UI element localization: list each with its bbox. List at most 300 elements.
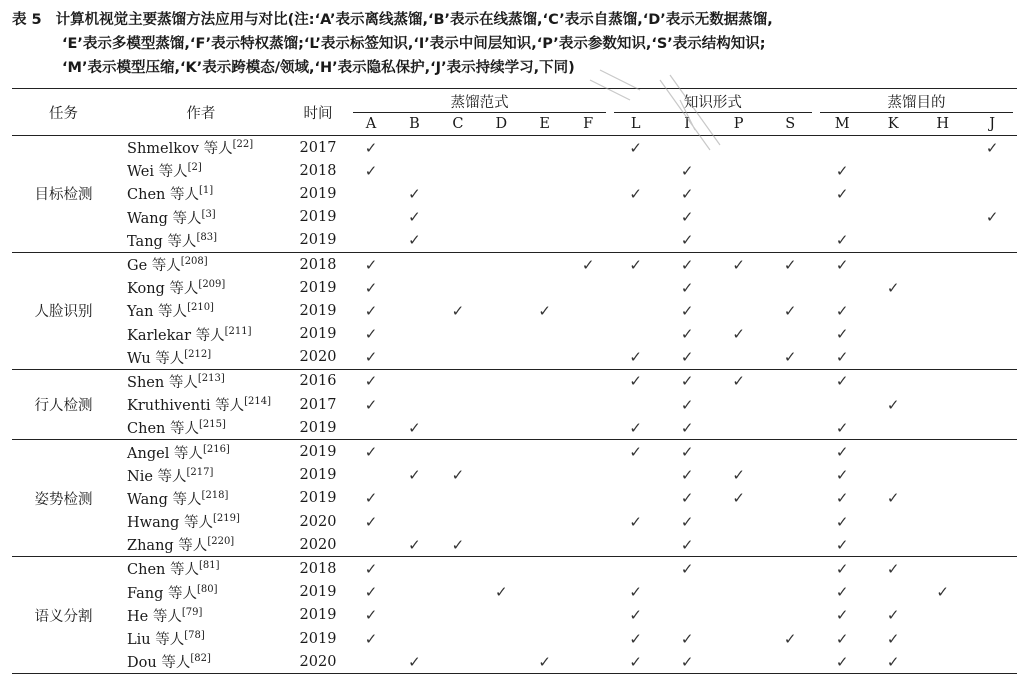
check-mark-icon: ✓ (886, 395, 900, 414)
cell-p (713, 416, 765, 440)
cell-p (713, 206, 765, 229)
cell-a (349, 229, 392, 253)
task-cell: 行人检测 (34, 398, 93, 415)
year-cell: 2019 (299, 302, 337, 319)
cell-i (661, 299, 713, 322)
year-cell: 2018 (299, 162, 337, 179)
header-task: 任务 (49, 105, 78, 122)
cell-m (816, 159, 869, 182)
cell-h (918, 323, 967, 346)
cell-j (967, 604, 1017, 627)
cell-d (480, 369, 523, 393)
cell-k (868, 487, 917, 510)
year-cell: 2019 (299, 467, 337, 484)
cell-e (523, 510, 566, 533)
cell-i (661, 533, 713, 557)
cell-m (816, 299, 869, 322)
cell-d (480, 393, 523, 416)
cell-f (566, 299, 609, 322)
check-mark-icon: ✓ (835, 466, 849, 485)
check-mark-icon: ✓ (732, 466, 745, 485)
reference-number: [209] (198, 279, 226, 291)
author-name: Chen 等人 (127, 562, 199, 579)
reference-number: [78] (184, 630, 205, 642)
cell-k (868, 604, 917, 627)
cell-d (480, 604, 523, 627)
cell-i (661, 557, 713, 581)
check-mark-icon: ✓ (886, 278, 900, 297)
check-mark-icon: ✓ (451, 301, 465, 320)
cell-p (713, 136, 765, 160)
check-mark-icon: ✓ (364, 583, 378, 602)
cell-b (393, 276, 436, 299)
check-mark-icon: ✓ (835, 443, 849, 462)
author-cell (115, 627, 287, 650)
cell-s (764, 440, 816, 464)
cell-a (349, 604, 392, 627)
cell-a (349, 299, 392, 322)
cell-k (868, 323, 917, 346)
cell-b (393, 252, 436, 276)
year-cell: 2018 (299, 256, 337, 273)
cell-b (393, 627, 436, 650)
cell-s (764, 487, 816, 510)
year-cell: 2020 (299, 653, 337, 670)
cell-l (610, 369, 662, 393)
cell-c (436, 323, 479, 346)
author-name: Shen 等人 (127, 374, 198, 391)
cell-c (436, 464, 479, 487)
cell-d (480, 299, 523, 322)
author-name: Angel 等人 (127, 445, 203, 462)
author-name: Liu 等人 (127, 632, 185, 649)
cell-j (967, 182, 1017, 205)
comparison-table (12, 88, 1017, 674)
cell-c (436, 533, 479, 557)
cell-m (816, 510, 869, 533)
section-4 (12, 557, 1017, 674)
cell-b (393, 159, 436, 182)
check-mark-icon: ✓ (629, 606, 642, 625)
table-row (12, 229, 1017, 253)
cell-f (566, 627, 609, 650)
check-mark-icon: ✓ (364, 278, 378, 297)
check-mark-icon: ✓ (364, 629, 378, 648)
cell-f (566, 581, 609, 604)
column-header-m: M (834, 116, 850, 132)
task-cell: 姿势检测 (34, 491, 93, 508)
check-mark-icon: ✓ (680, 466, 694, 485)
cell-p (713, 650, 765, 674)
reference-number: [80] (196, 583, 218, 595)
cell-e (523, 487, 566, 510)
caption-line-1: 表 5 计算机视觉主要蒸馏方法应用与对比(注:‘A’表示离线蒸馏,‘B’表示在线蒸馏,‘C’表示自蒸馏,‘D’表示无数据蒸馏, (12, 12, 773, 28)
cell-h (918, 604, 967, 627)
cell-l (610, 650, 662, 674)
reference-number: [217] (186, 466, 214, 478)
table-row (12, 464, 1017, 487)
table-row (12, 487, 1017, 510)
task-cell: 语义分割 (34, 608, 93, 625)
cell-i (661, 510, 713, 533)
cell-j (967, 393, 1017, 416)
author-cell (115, 369, 287, 393)
author-name: Kong 等人 (127, 281, 199, 298)
cell-d (480, 464, 523, 487)
check-mark-icon: ✓ (408, 652, 421, 671)
year-cell: 2019 (299, 279, 337, 296)
cell-s (764, 276, 816, 299)
cell-c (436, 182, 479, 205)
cell-m (816, 416, 869, 440)
cell-j (967, 557, 1017, 581)
check-mark-icon: ✓ (680, 278, 694, 297)
cell-i (661, 136, 713, 160)
cell-h (918, 416, 967, 440)
cell-h (918, 206, 967, 229)
check-mark-icon: ✓ (495, 583, 508, 602)
cell-d (480, 487, 523, 510)
author-cell (115, 650, 287, 674)
check-mark-icon: ✓ (408, 208, 421, 227)
cell-a (349, 276, 392, 299)
check-mark-icon: ✓ (364, 512, 378, 531)
cell-s (764, 557, 816, 581)
cell-f (566, 440, 609, 464)
year-cell: 2019 (299, 209, 337, 226)
cell-f (566, 650, 609, 674)
cell-m (816, 440, 869, 464)
author-name: Chen 等人 (127, 187, 199, 204)
cell-p (713, 440, 765, 464)
column-header-h: H (936, 116, 949, 132)
cell-a (349, 182, 392, 205)
cell-p (713, 229, 765, 253)
cell-e (523, 650, 566, 674)
check-mark-icon: ✓ (364, 348, 378, 367)
cell-p (713, 252, 765, 276)
year-cell: 2017 (299, 139, 337, 156)
cell-f (566, 206, 609, 229)
cell-j (967, 159, 1017, 182)
check-mark-icon: ✓ (783, 348, 797, 367)
check-mark-icon: ✓ (835, 489, 849, 508)
check-mark-icon: ✓ (835, 629, 849, 648)
reference-number: [214] (244, 396, 271, 408)
cell-s (764, 604, 816, 627)
cell-d (480, 650, 523, 674)
check-mark-icon: ✓ (629, 512, 642, 531)
cell-f (566, 252, 609, 276)
cell-c (436, 252, 479, 276)
section-3 (12, 440, 1017, 557)
cell-i (661, 206, 713, 229)
cell-d (480, 136, 523, 160)
table-row (12, 393, 1017, 416)
cell-j (967, 206, 1017, 229)
cell-s (764, 533, 816, 557)
author-cell (115, 533, 287, 557)
author-name: He 等人 (127, 608, 182, 625)
cell-a (349, 369, 392, 393)
cell-m (816, 487, 869, 510)
cell-m (816, 369, 869, 393)
check-mark-icon: ✓ (835, 583, 849, 602)
table-row (12, 276, 1017, 299)
cell-j (967, 346, 1017, 370)
cell-e (523, 182, 566, 205)
cell-s (764, 464, 816, 487)
cell-b (393, 346, 436, 370)
cell-m (816, 206, 869, 229)
cell-a (349, 136, 392, 160)
cell-m (816, 276, 869, 299)
table-row (12, 416, 1017, 440)
author-cell (115, 276, 287, 299)
cell-i (661, 627, 713, 650)
year-cell: 2019 (299, 444, 337, 461)
cell-f (566, 276, 609, 299)
column-header-a: A (365, 116, 377, 132)
cell-i (661, 252, 713, 276)
cell-c (436, 510, 479, 533)
cell-c (436, 650, 479, 674)
check-mark-icon: ✓ (732, 325, 745, 344)
cell-f (566, 393, 609, 416)
cell-i (661, 159, 713, 182)
author-cell (115, 252, 287, 276)
column-header-e: E (539, 116, 550, 132)
cell-h (918, 346, 967, 370)
cell-e (523, 346, 566, 370)
year-cell: 2019 (299, 326, 337, 343)
cell-j (967, 487, 1017, 510)
reference-number: [208] (180, 256, 208, 268)
cell-a (349, 650, 392, 674)
cell-h (918, 464, 967, 487)
cell-p (713, 182, 765, 205)
cell-a (349, 464, 392, 487)
author-name: Zhang 等人 (127, 538, 208, 555)
cell-m (816, 627, 869, 650)
cell-k (868, 581, 917, 604)
check-mark-icon: ✓ (835, 559, 849, 578)
reference-number: [3] (201, 208, 216, 220)
cell-e (523, 627, 566, 650)
cell-j (967, 533, 1017, 557)
cell-e (523, 369, 566, 393)
section-2 (12, 369, 1017, 440)
author-cell (115, 393, 287, 416)
caption-line-3: ‘M’表示模型压缩,‘K’表示跨模态/领域,‘H’表示隐私保护,‘J’表示持续学习,下同) (62, 60, 575, 76)
check-mark-icon: ✓ (886, 559, 900, 578)
cell-s (764, 416, 816, 440)
cell-c (436, 276, 479, 299)
cell-j (967, 440, 1017, 464)
cell-m (816, 346, 869, 370)
reference-number: [213] (197, 372, 225, 384)
cell-k (868, 440, 917, 464)
cell-l (610, 533, 662, 557)
cell-p (713, 581, 765, 604)
year-cell: 2019 (299, 185, 337, 202)
cell-a (349, 159, 392, 182)
cell-d (480, 440, 523, 464)
table-caption (12, 8, 1017, 80)
cell-d (480, 533, 523, 557)
cell-k (868, 369, 917, 393)
table-row (12, 323, 1017, 346)
cell-h (918, 159, 967, 182)
check-mark-icon: ✓ (835, 652, 849, 671)
cell-i (661, 464, 713, 487)
cell-d (480, 182, 523, 205)
cell-l (610, 510, 662, 533)
reference-number: [215] (198, 419, 226, 431)
check-mark-icon: ✓ (835, 348, 849, 367)
check-mark-icon: ✓ (680, 231, 694, 250)
cell-k (868, 627, 917, 650)
cell-l (610, 557, 662, 581)
cell-i (661, 393, 713, 416)
cell-l (610, 487, 662, 510)
author-name: Ge 等人 (127, 258, 181, 275)
cell-d (480, 252, 523, 276)
cell-c (436, 393, 479, 416)
check-mark-icon: ✓ (835, 535, 849, 554)
check-mark-icon: ✓ (680, 372, 694, 391)
cell-h (918, 276, 967, 299)
cell-j (967, 369, 1017, 393)
cell-b (393, 581, 436, 604)
cell-i (661, 276, 713, 299)
check-mark-icon: ✓ (538, 652, 551, 671)
check-mark-icon: ✓ (364, 559, 378, 578)
cell-d (480, 627, 523, 650)
cell-f (566, 604, 609, 627)
check-mark-icon: ✓ (886, 629, 900, 648)
cell-b (393, 440, 436, 464)
cell-h (918, 229, 967, 253)
cell-j (967, 229, 1017, 253)
check-mark-icon: ✓ (680, 301, 694, 320)
table-row (12, 206, 1017, 229)
cell-k (868, 252, 917, 276)
check-mark-icon: ✓ (680, 418, 694, 437)
reference-number: [219] (212, 513, 240, 525)
check-mark-icon: ✓ (680, 255, 694, 274)
cell-s (764, 650, 816, 674)
cell-b (393, 533, 436, 557)
check-mark-icon: ✓ (732, 255, 745, 274)
cell-f (566, 557, 609, 581)
cell-p (713, 159, 765, 182)
table-row (12, 533, 1017, 557)
table-row (12, 650, 1017, 674)
author-name: Wang 等人 (127, 210, 202, 227)
cell-s (764, 182, 816, 205)
cell-l (610, 229, 662, 253)
cell-l (610, 581, 662, 604)
reference-number: [79] (181, 606, 203, 618)
cell-e (523, 323, 566, 346)
cell-p (713, 557, 765, 581)
cell-s (764, 206, 816, 229)
cell-i (661, 323, 713, 346)
cell-b (393, 393, 436, 416)
cell-i (661, 581, 713, 604)
cell-f (566, 464, 609, 487)
cell-d (480, 206, 523, 229)
cell-l (610, 440, 662, 464)
check-mark-icon: ✓ (680, 559, 694, 578)
cell-m (816, 182, 869, 205)
task-cell: 目标检测 (34, 187, 93, 204)
check-mark-icon: ✓ (732, 489, 745, 508)
cell-l (610, 464, 662, 487)
table-row (12, 581, 1017, 604)
check-mark-icon: ✓ (886, 652, 900, 671)
check-mark-icon: ✓ (364, 372, 378, 391)
reference-number: [83] (196, 231, 217, 243)
author-name: Wei 等人 (127, 164, 188, 181)
check-mark-icon: ✓ (629, 255, 642, 274)
cell-s (764, 346, 816, 370)
author-name: Chen 等人 (127, 421, 199, 438)
check-mark-icon: ✓ (408, 535, 421, 554)
header-group-distill-purpose: 蒸馏目的 (816, 89, 1017, 114)
cell-i (661, 650, 713, 674)
check-mark-icon: ✓ (581, 255, 595, 274)
column-header-i: I (684, 116, 691, 132)
author-name: Yan 等人 (127, 304, 188, 321)
table-row (12, 604, 1017, 627)
check-mark-icon: ✓ (629, 629, 642, 648)
cell-a (349, 440, 392, 464)
cell-k (868, 276, 917, 299)
cell-f (566, 323, 609, 346)
cell-l (610, 252, 662, 276)
cell-l (610, 276, 662, 299)
cell-k (868, 206, 917, 229)
author-cell (115, 229, 287, 253)
year-cell: 2020 (299, 513, 337, 530)
cell-m (816, 323, 869, 346)
cell-b (393, 229, 436, 253)
check-mark-icon: ✓ (886, 606, 900, 625)
cell-e (523, 604, 566, 627)
check-mark-icon: ✓ (364, 255, 378, 274)
author-name: Nie 等人 (127, 468, 187, 485)
task-cell: 人脸识别 (34, 304, 93, 321)
check-mark-icon: ✓ (364, 489, 378, 508)
cell-i (661, 229, 713, 253)
cell-l (610, 299, 662, 322)
cell-k (868, 136, 917, 160)
cell-e (523, 464, 566, 487)
reference-number: [216] (202, 443, 230, 455)
check-mark-icon: ✓ (835, 372, 849, 391)
year-cell: 2019 (299, 419, 337, 436)
cell-m (816, 533, 869, 557)
check-mark-icon: ✓ (783, 301, 797, 320)
check-mark-icon: ✓ (783, 255, 797, 274)
cell-f (566, 510, 609, 533)
check-mark-icon: ✓ (629, 652, 642, 671)
cell-i (661, 346, 713, 370)
cell-j (967, 510, 1017, 533)
cell-f (566, 229, 609, 253)
